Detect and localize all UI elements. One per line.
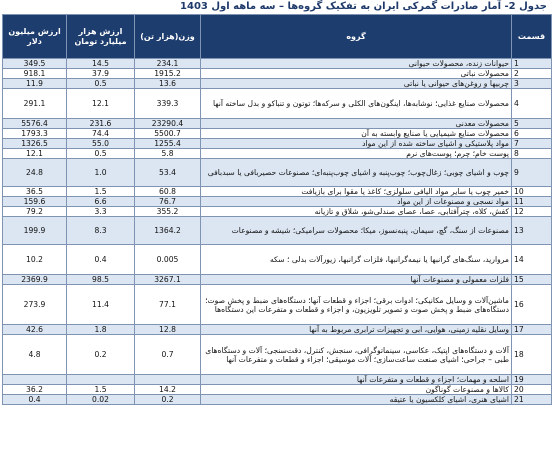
cell-group: پوست خام؛ چرم؛ پوست‌های نرم <box>201 149 512 159</box>
cell-weight: 0.2 <box>135 395 201 405</box>
cell-group: ماشین‌آلات و وسایل مکانیکی؛ ادوات برقی؛ اجزاء و قطعات آنها؛ دستگاه‌های ضبط و پخش صوت؛ دستگاه‌های ضبط و پخش صوت و تصویر تلویزیون، و اجزاء و قطعات و متفرعات این دستگاه‌ها <box>201 285 512 325</box>
header-value-rial: ارزش هزار میلیارد تومان <box>67 15 135 59</box>
cell-index: 17 <box>512 325 552 335</box>
cell-group: کالاها و مصنوعات گوناگون <box>201 385 512 395</box>
cell-rial: 0.5 <box>67 79 135 89</box>
cell-rial: 55.0 <box>67 139 135 149</box>
cell-weight: 13.6 <box>135 79 201 89</box>
cell-group: مصنوعات از سنگ، گچ، سیمان، پنبه‌نسوز، میکا؛ محصولات سرامیکی؛ شیشه و مصنوعات <box>201 217 512 245</box>
cell-usd: 79.2 <box>3 207 67 217</box>
table-row <box>3 139 552 149</box>
header-weight: وزن(هزار تن) <box>135 15 201 59</box>
cell-rial <box>67 375 135 385</box>
cell-group: مروارید، سنگ‌های گرانبها یا نیمه‌گرانبها، فلزات گرانبها، زیورآلات بدلی ؛ سکه <box>201 245 512 275</box>
table-row <box>3 245 552 275</box>
exports-table <box>2 14 552 405</box>
cell-usd: 199.9 <box>3 217 67 245</box>
cell-rial: 1.0 <box>67 159 135 187</box>
cell-group: مواد نسجی و مصنوعات از این مواد <box>201 197 512 207</box>
table-row <box>3 385 552 395</box>
cell-usd: 0.4 <box>3 395 67 405</box>
table-row <box>3 89 552 119</box>
cell-usd: 36.2 <box>3 385 67 395</box>
cell-group: اشیای هنری، اشیای کلکسیون یا عتیقه <box>201 395 512 405</box>
cell-weight: 77.1 <box>135 285 201 325</box>
table-row <box>3 129 552 139</box>
cell-rial: 14.5 <box>67 59 135 69</box>
cell-rial: 0.5 <box>67 149 135 159</box>
cell-rial: 3.3 <box>67 207 135 217</box>
cell-index: 20 <box>512 385 552 395</box>
cell-rial: 1.5 <box>67 187 135 197</box>
cell-group: محصولات معدنی <box>201 119 512 129</box>
cell-weight: 234.1 <box>135 59 201 69</box>
table-row <box>3 59 552 69</box>
cell-group: فلزات معمولی و مصنوعات آنها <box>201 275 512 285</box>
cell-group: خمیر چوب یا سایر مواد الیافی سلولزی؛ کاغذ یا مقوا برای بازیافت <box>201 187 512 197</box>
cell-index: 2 <box>512 69 552 79</box>
cell-usd: 1326.5 <box>3 139 67 149</box>
cell-rial: 11.4 <box>67 285 135 325</box>
cell-group: آلات و دستگاه‌های اپتیک، عکاسی، سینماتوگرافی، سنجش، کنترل، دقت‌سنجی؛ آلات و دستگاه‌های طبی – جراحی؛ اشیای صنعت ساعت‌سازی؛ آلات موسیقی؛ اجزاء و قطعات و متفرعات آنها <box>201 335 512 375</box>
cell-rial: 231.6 <box>67 119 135 129</box>
cell-rial: 98.5 <box>67 275 135 285</box>
table-title: جدول 2- آمار صادرات گمرکی ایران به تفکیک گروه‌ها – سه ماهه اول 1403 <box>180 1 547 12</box>
table-row <box>3 275 552 285</box>
cell-weight: 339.3 <box>135 89 201 119</box>
table-row <box>3 395 552 405</box>
table-row <box>3 69 552 79</box>
cell-index: 14 <box>512 245 552 275</box>
cell-group: اسلحه و مهمات؛ اجزاء و قطعات و متفرعات آنها <box>201 375 512 385</box>
cell-usd <box>3 375 67 385</box>
cell-group: محصولات صنایع شیمیایی یا صنایع وابسته به آن <box>201 129 512 139</box>
cell-group: چربیها و روغن‌های حیوانی یا نباتی <box>201 79 512 89</box>
table-row <box>3 187 552 197</box>
cell-weight: 0.7 <box>135 335 201 375</box>
cell-group: مواد پلاستیکی و اشیای ساخته شده از این مواد <box>201 139 512 149</box>
cell-index: 12 <box>512 207 552 217</box>
cell-usd: 4.8 <box>3 335 67 375</box>
header-section: قسمت <box>512 15 552 59</box>
table-row <box>3 159 552 187</box>
cell-rial: 8.3 <box>67 217 135 245</box>
cell-rial: 0.2 <box>67 335 135 375</box>
cell-usd: 273.9 <box>3 285 67 325</box>
cell-weight: 60.8 <box>135 187 201 197</box>
table-row <box>3 149 552 159</box>
cell-rial: 0.02 <box>67 395 135 405</box>
cell-rial: 6.6 <box>67 197 135 207</box>
cell-weight: 23290.4 <box>135 119 201 129</box>
table-row <box>3 197 552 207</box>
cell-usd: 24.8 <box>3 159 67 187</box>
cell-group: محصولات صنایع غذایی؛ نوشابه‌ها، اینگون‌های الکلی و سرکه‌ها؛ توتون و تنباکو و بدل ساخته آنها <box>201 89 512 119</box>
table-row <box>3 375 552 385</box>
cell-usd: 159.6 <box>3 197 67 207</box>
cell-index: 18 <box>512 335 552 375</box>
cell-rial: 1.5 <box>67 385 135 395</box>
cell-weight: 12.8 <box>135 325 201 335</box>
cell-usd: 5576.4 <box>3 119 67 129</box>
table-row <box>3 335 552 375</box>
cell-index: 8 <box>512 149 552 159</box>
cell-index: 9 <box>512 159 552 187</box>
cell-weight: 1915.2 <box>135 69 201 79</box>
cell-index: 13 <box>512 217 552 245</box>
cell-group: چوب و اشیای چوبی؛ زغال‌چوب؛ چوب‌پنبه و اشیای چوب‌پنبه‌ای؛ مصنوعات حصیربافی یا سبدبافی <box>201 159 512 187</box>
cell-group: حیوانات زنده، محصولات حیوانی <box>201 59 512 69</box>
cell-index: 5 <box>512 119 552 129</box>
cell-rial: 74.4 <box>67 129 135 139</box>
cell-index: 1 <box>512 59 552 69</box>
cell-group: وسایل نقلیه زمینی، هوایی، ابی و تجهیزات ترابری مربوط به آنها <box>201 325 512 335</box>
cell-usd: 291.1 <box>3 89 67 119</box>
table-row <box>3 79 552 89</box>
cell-rial: 0.4 <box>67 245 135 275</box>
cell-weight: 1255.4 <box>135 139 201 149</box>
table-row <box>3 207 552 217</box>
cell-rial: 37.9 <box>67 69 135 79</box>
cell-weight: 1364.2 <box>135 217 201 245</box>
cell-index: 7 <box>512 139 552 149</box>
cell-group: محصولات نباتی <box>201 69 512 79</box>
cell-usd: 11.9 <box>3 79 67 89</box>
cell-weight <box>135 375 201 385</box>
cell-index: 3 <box>512 79 552 89</box>
cell-weight: 0.005 <box>135 245 201 275</box>
table-row <box>3 119 552 129</box>
cell-index: 19 <box>512 375 552 385</box>
cell-index: 21 <box>512 395 552 405</box>
cell-weight: 5.8 <box>135 149 201 159</box>
cell-weight: 5500.7 <box>135 129 201 139</box>
header-value-usd: ارزش میلیون دلار <box>3 15 67 59</box>
cell-index: 11 <box>512 197 552 207</box>
table-row <box>3 217 552 245</box>
table-row <box>3 325 552 335</box>
cell-rial: 1.8 <box>67 325 135 335</box>
cell-usd: 36.5 <box>3 187 67 197</box>
cell-usd: 12.1 <box>3 149 67 159</box>
table-row <box>3 285 552 325</box>
cell-weight: 76.7 <box>135 197 201 207</box>
cell-usd: 1793.3 <box>3 129 67 139</box>
cell-index: 16 <box>512 285 552 325</box>
cell-weight: 14.2 <box>135 385 201 395</box>
cell-group: کفش، کلاه، چترآفتابی، عصا، عصای صندلی‌شو، شلاق و تازیانه <box>201 207 512 217</box>
cell-index: 6 <box>512 129 552 139</box>
cell-index: 4 <box>512 89 552 119</box>
header-row <box>3 15 552 59</box>
cell-index: 15 <box>512 275 552 285</box>
cell-rial: 12.1 <box>67 89 135 119</box>
cell-weight: 355.2 <box>135 207 201 217</box>
cell-index: 10 <box>512 187 552 197</box>
cell-weight: 53.4 <box>135 159 201 187</box>
cell-usd: 918.1 <box>3 69 67 79</box>
cell-usd: 349.5 <box>3 59 67 69</box>
cell-usd: 42.6 <box>3 325 67 335</box>
cell-usd: 2369.9 <box>3 275 67 285</box>
cell-usd: 10.2 <box>3 245 67 275</box>
header-group: گروه <box>201 15 512 59</box>
cell-weight: 3267.1 <box>135 275 201 285</box>
